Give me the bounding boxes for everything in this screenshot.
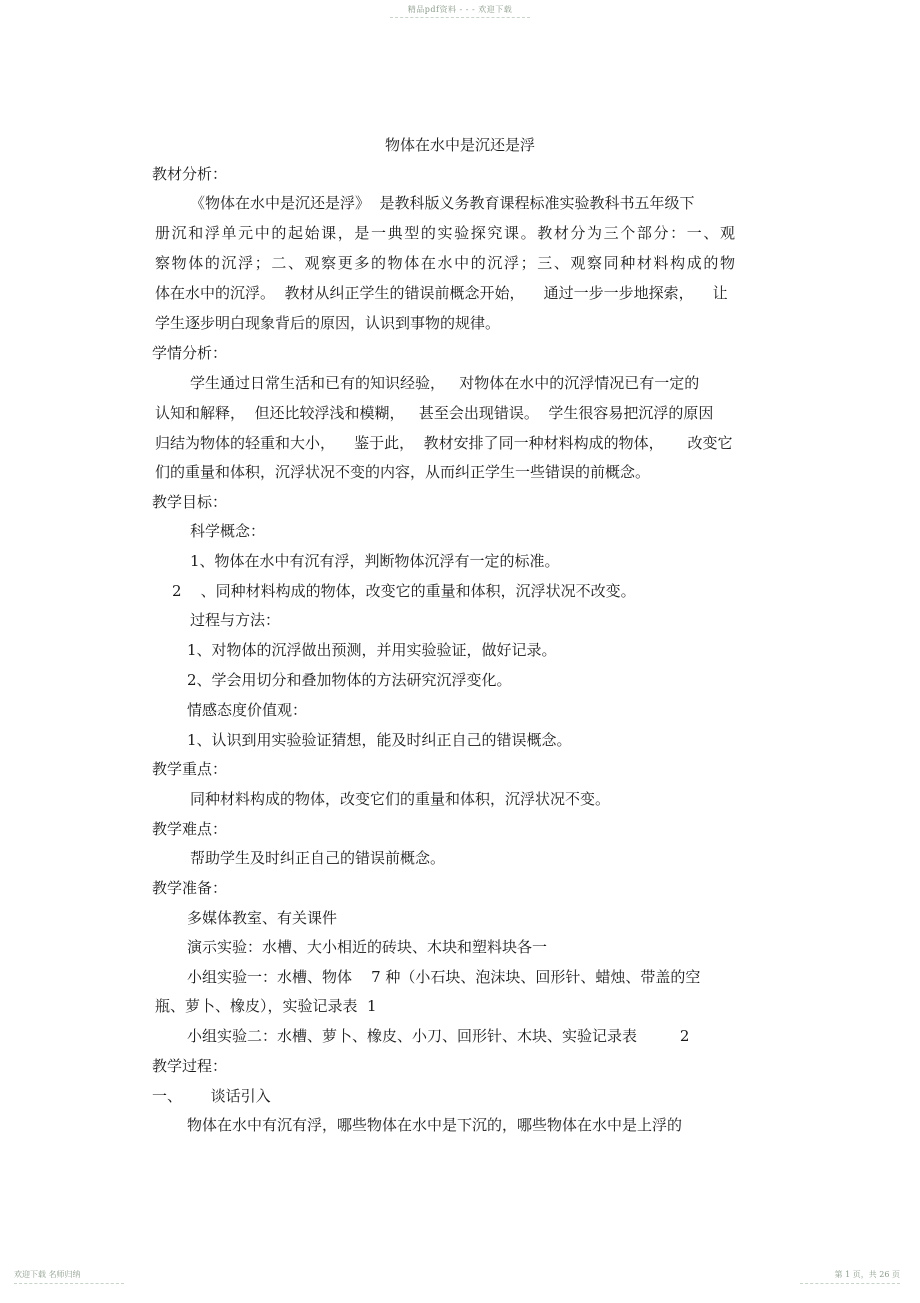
paragraph-line: 同种材料构成的物体，改变它们的重量和体积，沉浮状况不变。 — [190, 790, 611, 808]
section-heading-textbook-analysis: 教材分析： — [152, 165, 228, 183]
page-number: 第 1 页，共 26 页 — [834, 1270, 900, 1279]
paragraph-line: 帮助学生及时纠正自己的错误前概念。 — [190, 849, 446, 867]
paragraph-line: 小组实验一：水槽、物体 7 种（小石块、泡沫块、回形针、蜡烛、带盖的空 — [187, 968, 701, 986]
section-heading-preparation: 教学准备： — [152, 879, 228, 897]
subheading-attitudes-values: 情感态度价值观： — [187, 701, 308, 719]
section-heading-difficult-point: 教学难点： — [152, 820, 228, 838]
paragraph-line: 认知和解释， 但还比较浮浅和模糊， 甚至会出现错误。 学生很容易把沉浮的原因 — [155, 404, 714, 422]
paragraph-line: 体在水中的沉浮。 教材从纠正学生的错误前概念开始， 通过一步一步地探索， 让 — [155, 284, 728, 302]
paragraph-line: 瓶、萝卜、橡皮），实验记录表 1 — [155, 997, 377, 1015]
paragraph-line: 《物体在水中是沉还是浮》 是教科版义务教育课程标准实验教科书五年级下 — [190, 194, 695, 212]
footer-left-text: 欢迎下载 名师归纳 — [14, 1270, 81, 1279]
paragraph-line: 学生通过日常生活和已有的知识经验， 对物体在水中的沉浮情况已有一定的 — [190, 374, 700, 392]
paragraph-line: 物体在水中有沉有浮，哪些物体在水中是下沉的，哪些物体在水中是上浮的 — [187, 1116, 683, 1134]
list-item: 1、物体在水中有沉有浮，判断物体沉浮有一定的标准。 — [190, 552, 560, 570]
header-divider — [390, 17, 530, 18]
paragraph-line: 册沉和浮单元中的起始课，是一典型的实验探究课。教材分为三个部分：一、观 — [155, 224, 735, 242]
paragraph-line: 多媒体教室、有关课件 — [187, 909, 338, 927]
subsection-heading-introduction: 一、 谈话引入 — [152, 1087, 271, 1105]
paragraph-line: 们的重量和体积，沉浮状况不变的内容，从而纠正学生一些错误的前概念。 — [155, 463, 651, 481]
list-item: 2 、同种材料构成的物体，改变它的重量和体积，沉浮状况不改变。 — [172, 582, 636, 600]
list-item: 1、对物体的沉浮做出预测，并用实验验证，做好记录。 — [187, 641, 557, 659]
paragraph-line: 学生逐步明白现象背后的原因，认识到事物的规律。 — [155, 314, 501, 332]
paragraph-line: 演示实验：水槽、大小相近的砖块、木块和塑料块各一 — [187, 938, 548, 956]
list-item: 1、认识到用实验验证猜想，能及时纠正自己的错误概念。 — [187, 731, 572, 749]
paragraph-line: 归结为物体的轻重和大小， 鉴于此， 教材安排了同一种材料构成的物体， 改变它 — [155, 434, 733, 452]
footer-divider-right — [800, 1283, 900, 1284]
subheading-science-concepts: 科学概念： — [190, 522, 266, 540]
document-title: 物体在水中是沉还是浮 — [384, 136, 535, 154]
section-heading-key-point: 教学重点： — [152, 760, 228, 778]
footer-divider-left — [14, 1283, 124, 1284]
list-item: 2、学会用切分和叠加物体的方法研究沉浮变化。 — [187, 671, 512, 689]
header-watermark: 精品pdf资料 - - - 欢迎下载 — [407, 5, 513, 14]
subheading-process-methods: 过程与方法： — [190, 611, 281, 629]
paragraph-line: 小组实验二：水槽、萝卜、橡皮、小刀、回形针、木块、实验记录表 2 — [187, 1027, 690, 1045]
section-heading-teaching-process: 教学过程： — [152, 1057, 228, 1075]
section-heading-student-analysis: 学情分析： — [152, 344, 228, 362]
section-heading-teaching-goals: 教学目标： — [152, 493, 228, 511]
paragraph-line: 察物体的沉浮；二、观察更多的物体在水中的沉浮；三、观察同种材料构成的物 — [155, 254, 735, 272]
